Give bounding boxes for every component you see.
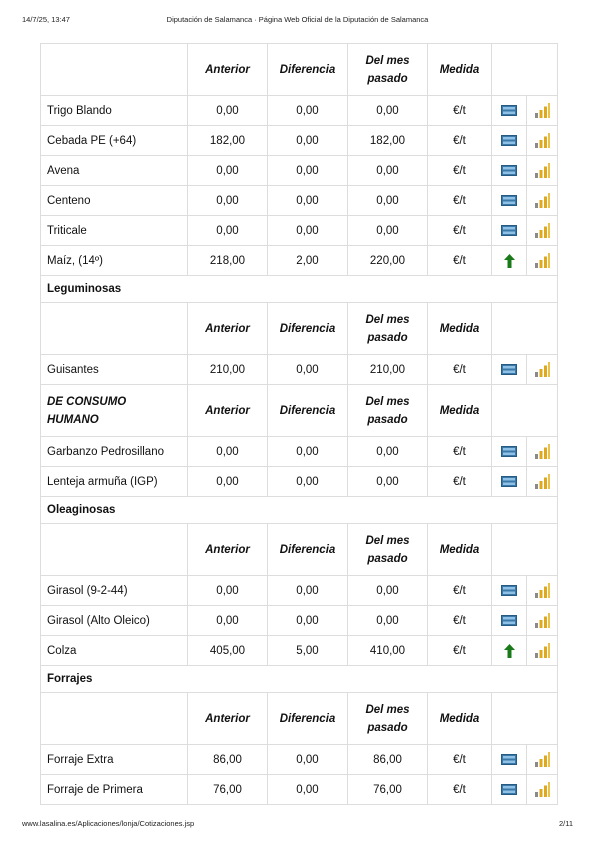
table-row — [41, 636, 558, 666]
value-anterior: 0,00 — [188, 96, 268, 126]
table-row — [41, 246, 558, 276]
value-del-mes-pasado: 210,00 — [348, 355, 428, 385]
chart-cell[interactable] — [527, 606, 558, 636]
product-name: Trigo Blando — [41, 96, 188, 126]
trend-cell[interactable] — [492, 246, 527, 276]
value-diferencia: 0,00 — [268, 576, 348, 606]
table-icon[interactable] — [501, 615, 517, 626]
chart-cell[interactable] — [527, 186, 558, 216]
header-empty-cell — [41, 303, 188, 355]
col-del-mes-pasado — [348, 44, 428, 96]
col-anterior: Anterior — [188, 524, 268, 576]
table-row — [41, 745, 558, 775]
table-row — [41, 186, 558, 216]
table-row — [41, 606, 558, 636]
header-icons-cell — [492, 44, 558, 96]
value-anterior: 86,00 — [188, 745, 268, 775]
value-del-mes-pasado: 410,00 — [348, 636, 428, 666]
col-medida: Medida — [428, 303, 492, 355]
table-row — [41, 126, 558, 156]
product-name: Colza — [41, 636, 188, 666]
table-row — [41, 216, 558, 246]
value-del-mes-pasado: 76,00 — [348, 775, 428, 805]
value-medida: €/t — [428, 156, 492, 186]
value-medida: €/t — [428, 745, 492, 775]
bar-chart-icon[interactable] — [534, 163, 550, 178]
value-diferencia: 0,00 — [268, 775, 348, 805]
section-title: Leguminosas — [41, 276, 558, 303]
value-diferencia: 0,00 — [268, 186, 348, 216]
product-name: Cebada PE (+64) — [41, 126, 188, 156]
value-del-mes-pasado: 86,00 — [348, 745, 428, 775]
value-anterior: 0,00 — [188, 467, 268, 497]
table-icon[interactable] — [501, 105, 517, 116]
col-anterior: Anterior — [188, 303, 268, 355]
value-del-mes-pasado: 0,00 — [348, 186, 428, 216]
section-forrajes — [41, 666, 558, 693]
product-name: Maíz, (14º) — [41, 246, 188, 276]
value-medida: €/t — [428, 636, 492, 666]
table-row — [41, 576, 558, 606]
table-row — [41, 96, 558, 126]
trend-cell[interactable] — [492, 636, 527, 666]
chart-cell[interactable] — [527, 96, 558, 126]
col-del-mes-line1: Del mes — [365, 395, 410, 408]
chart-cell[interactable] — [527, 576, 558, 606]
table-icon[interactable] — [501, 364, 517, 375]
bar-chart-icon[interactable] — [534, 362, 550, 377]
product-name: Forraje Extra — [41, 745, 188, 775]
print-header — [22, 15, 573, 27]
value-anterior: 0,00 — [188, 606, 268, 636]
bar-chart-icon[interactable] — [534, 444, 550, 459]
column-header-row — [41, 44, 558, 96]
consumo-line2: HUMANO — [47, 413, 99, 426]
bar-chart-icon[interactable] — [534, 474, 550, 489]
table-icon[interactable] — [501, 195, 517, 206]
value-diferencia: 0,00 — [268, 437, 348, 467]
header-icons-cell — [492, 385, 558, 437]
value-medida: €/t — [428, 216, 492, 246]
value-diferencia: 0,00 — [268, 126, 348, 156]
value-del-mes-pasado: 0,00 — [348, 606, 428, 636]
col-anterior: Anterior — [188, 385, 268, 437]
col-diferencia: Diferencia — [268, 693, 348, 745]
value-diferencia: 2,00 — [268, 246, 348, 276]
col-diferencia: Diferencia — [268, 44, 348, 96]
col-del-mes-line2: pasado — [367, 72, 408, 85]
value-medida: €/t — [428, 96, 492, 126]
value-medida: €/t — [428, 606, 492, 636]
col-del-mes-line1: Del mes — [365, 534, 410, 547]
up-arrow-icon[interactable] — [504, 644, 515, 658]
trend-cell[interactable] — [492, 156, 527, 186]
value-diferencia: 0,00 — [268, 156, 348, 186]
value-del-mes-pasado: 0,00 — [348, 156, 428, 186]
value-diferencia: 0,00 — [268, 467, 348, 497]
chart-cell[interactable] — [527, 216, 558, 246]
bar-chart-icon[interactable] — [534, 253, 550, 268]
header-empty-cell — [41, 693, 188, 745]
value-del-mes-pasado: 0,00 — [348, 467, 428, 497]
trend-cell[interactable] — [492, 216, 527, 246]
trend-cell[interactable] — [492, 576, 527, 606]
table-icon[interactable] — [501, 165, 517, 176]
value-diferencia: 0,00 — [268, 96, 348, 126]
col-diferencia: Diferencia — [268, 385, 348, 437]
print-page-title: Diputación de Salamanca · Página Web Oficial de la Diputación de Salamanca — [166, 15, 429, 24]
print-datetime: 14/7/25, 13:47 — [22, 15, 70, 24]
value-medida: €/t — [428, 437, 492, 467]
product-name: Forraje de Primera — [41, 775, 188, 805]
chart-cell[interactable] — [527, 467, 558, 497]
value-anterior: 218,00 — [188, 246, 268, 276]
table-row — [41, 437, 558, 467]
col-del-mes-line2: pasado — [367, 721, 408, 734]
chart-cell[interactable] — [527, 246, 558, 276]
print-footer — [22, 819, 573, 831]
table-icon[interactable] — [501, 225, 517, 236]
bar-chart-icon[interactable] — [534, 583, 550, 598]
col-medida: Medida — [428, 385, 492, 437]
chart-cell[interactable] — [527, 636, 558, 666]
trend-cell[interactable] — [492, 467, 527, 497]
trend-cell[interactable] — [492, 606, 527, 636]
value-diferencia: 5,00 — [268, 636, 348, 666]
col-del-mes-pasado — [348, 693, 428, 745]
trend-cell[interactable] — [492, 126, 527, 156]
price-table — [40, 43, 558, 805]
value-medida: €/t — [428, 246, 492, 276]
column-header-row — [41, 385, 558, 437]
product-name: Centeno — [41, 186, 188, 216]
col-del-mes-line1: Del mes — [365, 54, 410, 67]
product-name: Garbanzo Pedrosillano — [41, 437, 188, 467]
consumo-line1: DE CONSUMO — [47, 395, 127, 408]
col-anterior: Anterior — [188, 693, 268, 745]
value-anterior: 76,00 — [188, 775, 268, 805]
table-icon[interactable] — [501, 754, 517, 765]
bar-chart-icon[interactable] — [534, 103, 550, 118]
value-medida: €/t — [428, 186, 492, 216]
chart-cell[interactable] — [527, 156, 558, 186]
header-icons-cell — [492, 524, 558, 576]
value-medida: €/t — [428, 355, 492, 385]
col-del-mes-line2: pasado — [367, 552, 408, 565]
header-icons-cell — [492, 693, 558, 745]
table-icon[interactable] — [501, 784, 517, 795]
print-page-number: 2/11 — [558, 819, 573, 828]
table-icon[interactable] — [501, 585, 517, 596]
value-medida: €/t — [428, 576, 492, 606]
value-del-mes-pasado: 0,00 — [348, 216, 428, 246]
bar-chart-icon[interactable] — [534, 782, 550, 797]
table-icon[interactable] — [501, 135, 517, 146]
section-leguminosas — [41, 276, 558, 303]
col-medida: Medida — [428, 693, 492, 745]
consumo-humano-label — [41, 385, 188, 437]
value-del-mes-pasado: 0,00 — [348, 96, 428, 126]
value-del-mes-pasado: 0,00 — [348, 576, 428, 606]
col-del-mes-pasado — [348, 303, 428, 355]
col-del-mes-line2: pasado — [367, 413, 408, 426]
value-diferencia: 0,00 — [268, 355, 348, 385]
table-icon[interactable] — [501, 476, 517, 487]
section-title: Forrajes — [41, 666, 558, 693]
value-medida: €/t — [428, 126, 492, 156]
value-del-mes-pasado: 0,00 — [348, 437, 428, 467]
value-diferencia: 0,00 — [268, 216, 348, 246]
trend-cell[interactable] — [492, 186, 527, 216]
chart-cell[interactable] — [527, 745, 558, 775]
product-name: Girasol (9-2-44) — [41, 576, 188, 606]
col-medida: Medida — [428, 524, 492, 576]
trend-cell[interactable] — [492, 745, 527, 775]
chart-cell[interactable] — [527, 775, 558, 805]
chart-cell[interactable] — [527, 355, 558, 385]
value-anterior: 0,00 — [188, 216, 268, 246]
value-anterior: 0,00 — [188, 576, 268, 606]
chart-cell[interactable] — [527, 126, 558, 156]
bar-chart-icon[interactable] — [534, 643, 550, 658]
product-name: Guisantes — [41, 355, 188, 385]
trend-cell[interactable] — [492, 96, 527, 126]
chart-cell[interactable] — [527, 437, 558, 467]
column-header-row — [41, 303, 558, 355]
product-name: Girasol (Alto Oleico) — [41, 606, 188, 636]
col-medida: Medida — [428, 44, 492, 96]
table-row — [41, 467, 558, 497]
header-icons-cell — [492, 303, 558, 355]
value-anterior: 210,00 — [188, 355, 268, 385]
col-del-mes-line1: Del mes — [365, 703, 410, 716]
table-row — [41, 156, 558, 186]
table-icon[interactable] — [501, 446, 517, 457]
value-anterior: 182,00 — [188, 126, 268, 156]
bar-chart-icon[interactable] — [534, 752, 550, 767]
table-row — [41, 355, 558, 385]
value-anterior: 405,00 — [188, 636, 268, 666]
col-del-mes-pasado — [348, 385, 428, 437]
value-medida: €/t — [428, 467, 492, 497]
value-del-mes-pasado: 182,00 — [348, 126, 428, 156]
column-header-row — [41, 693, 558, 745]
bar-chart-icon[interactable] — [534, 133, 550, 148]
value-diferencia: 0,00 — [268, 606, 348, 636]
col-del-mes-line1: Del mes — [365, 313, 410, 326]
col-del-mes-line2: pasado — [367, 331, 408, 344]
bar-chart-icon[interactable] — [534, 193, 550, 208]
header-empty-cell — [41, 524, 188, 576]
bar-chart-icon[interactable] — [534, 613, 550, 628]
value-del-mes-pasado: 220,00 — [348, 246, 428, 276]
product-name: Avena — [41, 156, 188, 186]
bar-chart-icon[interactable] — [534, 223, 550, 238]
trend-cell[interactable] — [492, 437, 527, 467]
value-diferencia: 0,00 — [268, 745, 348, 775]
col-diferencia: Diferencia — [268, 524, 348, 576]
value-anterior: 0,00 — [188, 186, 268, 216]
trend-cell[interactable] — [492, 775, 527, 805]
print-url: www.lasalina.es/Aplicaciones/lonja/Cotizaciones.jsp — [22, 819, 195, 828]
value-medida: €/t — [428, 775, 492, 805]
table-row — [41, 775, 558, 805]
header-empty-cell — [41, 44, 188, 96]
section-oleaginosas — [41, 497, 558, 524]
product-name: Lenteja armuña (IGP) — [41, 467, 188, 497]
column-header-row — [41, 524, 558, 576]
col-del-mes-pasado — [348, 524, 428, 576]
product-name: Triticale — [41, 216, 188, 246]
value-anterior: 0,00 — [188, 437, 268, 467]
col-anterior: Anterior — [188, 44, 268, 96]
section-title: Oleaginosas — [41, 497, 558, 524]
up-arrow-icon[interactable] — [504, 254, 515, 268]
col-diferencia: Diferencia — [268, 303, 348, 355]
value-anterior: 0,00 — [188, 156, 268, 186]
trend-cell[interactable] — [492, 355, 527, 385]
